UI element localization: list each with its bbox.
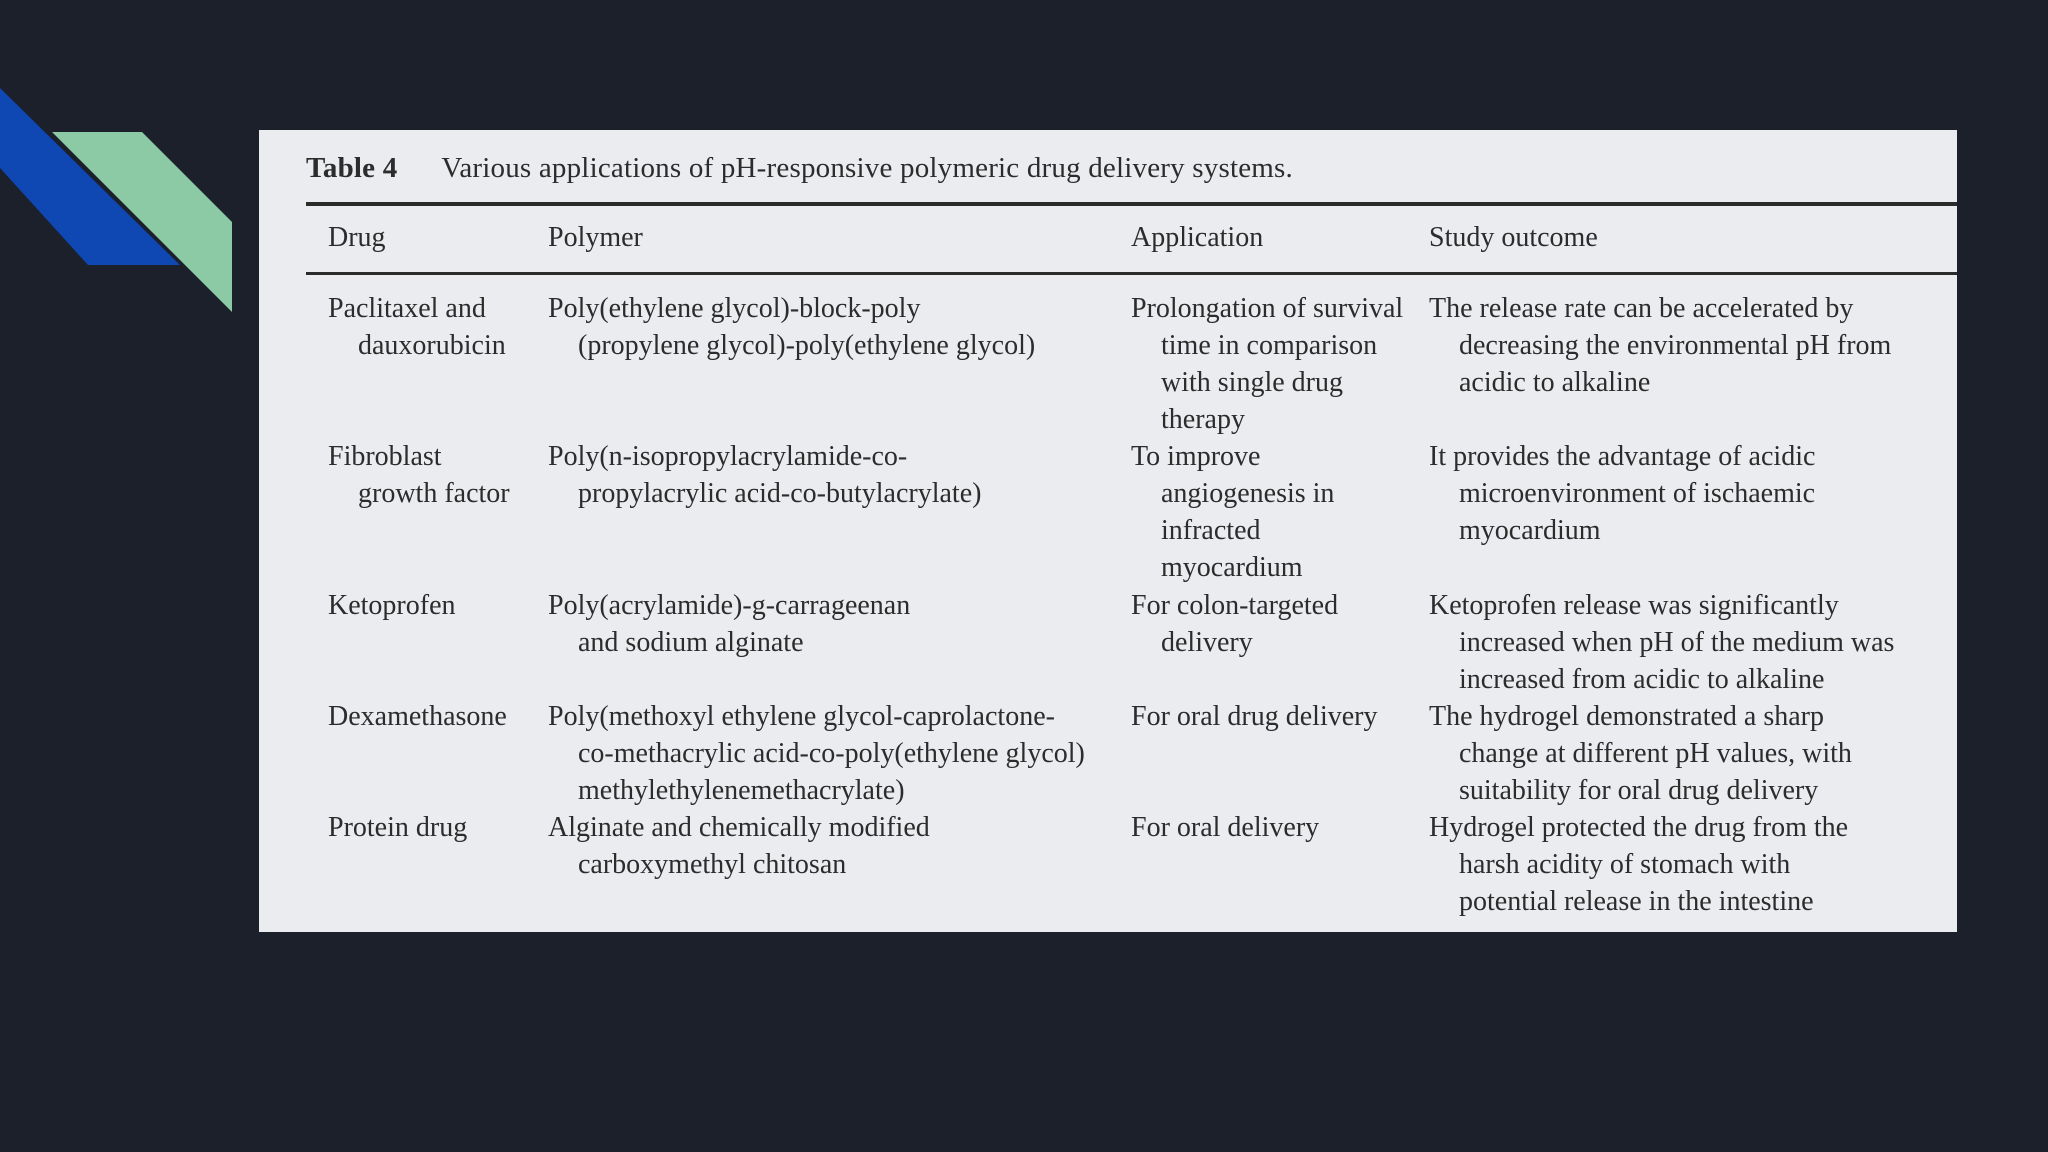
- header-rule: [306, 272, 1957, 275]
- cell-polymer: Poly(acrylamide)-g-carrageenan and sodium alginate: [548, 590, 911, 658]
- cell-application: For oral delivery: [1131, 812, 1320, 843]
- header-study-outcome: Study outcome: [1429, 222, 1598, 253]
- table-panel: [259, 130, 1957, 932]
- cell-drug: Paclitaxel and dauxorubicin: [328, 293, 506, 361]
- cell-polymer: Poly(ethylene glycol)-block-poly (propylene glycol)-poly(ethylene glycol): [548, 293, 1036, 361]
- table-caption: [306, 152, 1293, 185]
- header-application: Application: [1131, 222, 1264, 253]
- cell-polymer: Poly(n-isopropylacrylamide-co- propylacrylic acid-co-butylacrylate): [548, 441, 982, 509]
- header-polymer: Polymer: [548, 222, 643, 253]
- table-title: Various applications of pH-responsive polymeric drug delivery systems.: [441, 152, 1293, 184]
- cell-polymer: Alginate and chemically modified carboxymethyl chitosan: [548, 812, 930, 880]
- cell-outcome: It provides the advantage of acidic microenvironment of ischaemic myocardium: [1429, 441, 1816, 546]
- top-rule: [306, 202, 1957, 206]
- cell-application: To improve angiogenesis in infracted myocardium: [1131, 441, 1335, 583]
- cell-drug: Fibroblast growth factor: [328, 441, 510, 509]
- cell-application: Prolongation of survival time in comparison with single drug therapy: [1131, 293, 1404, 435]
- cell-outcome: The release rate can be accelerated by decreasing the environmental pH from acidic to alkaline: [1429, 293, 1892, 398]
- cell-application: For oral drug delivery: [1131, 701, 1378, 732]
- cell-application: For colon-targeted delivery: [1131, 590, 1339, 658]
- header-drug: Drug: [328, 222, 386, 253]
- cell-drug: Ketoprofen: [328, 590, 456, 621]
- corner-stripes-decoration: [0, 0, 240, 320]
- cell-drug: Protein drug: [328, 812, 468, 843]
- table-number: Table 4: [306, 152, 398, 184]
- cell-outcome: Ketoprofen release was significantly increased when pH of the medium was increased from acidic to alkaline: [1429, 590, 1895, 695]
- cell-outcome: Hydrogel protected the drug from the harsh acidity of stomach with potential release in the intestine: [1429, 812, 1849, 917]
- cell-outcome: The hydrogel demonstrated a sharp change at different pH values, with suitability for oral drug delivery: [1429, 701, 1852, 806]
- cell-polymer: Poly(methoxyl ethylene glycol-caprolactone- co-methacrylic acid-co-poly(ethylene glycol) methylethylenemethacrylate): [548, 701, 1085, 806]
- cell-drug: Dexamethasone: [328, 701, 507, 732]
